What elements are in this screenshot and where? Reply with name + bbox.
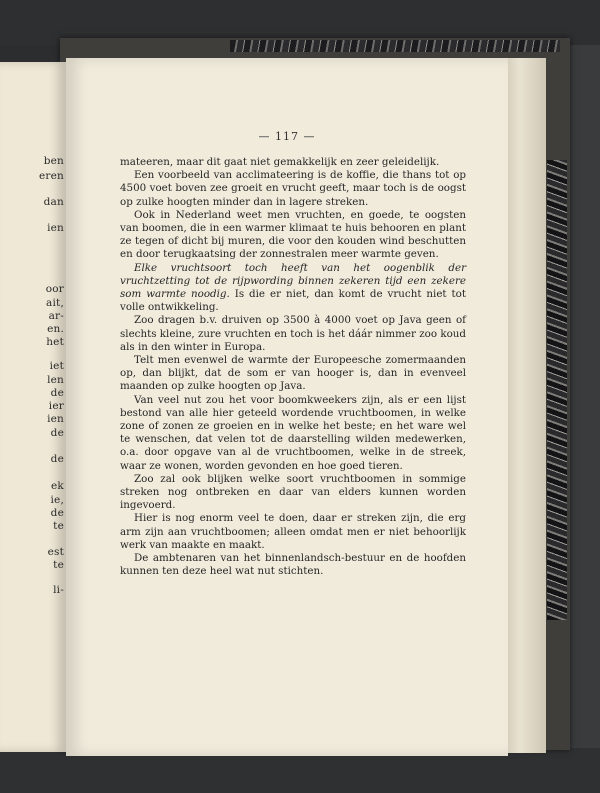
- left-page-fragment: ben: [43, 155, 64, 167]
- left-page-fragment: dan: [43, 196, 64, 208]
- paragraph-text: Zoo zal ook blijken welke soort vruchtboomen in sommige streken nog ontbreken en daar van elders kunnen worden ingevoerd.: [120, 472, 466, 512]
- italic-text: Elke vruchtsoort toch heeft van het oogenblik der vruchtzetting tot de rijpwording binnen zekeren tijd een zekere som warmte noodig.: [120, 261, 466, 301]
- left-page-fragment: len: [47, 374, 64, 386]
- left-page-fragment: te: [53, 520, 64, 532]
- left-page-fragment: eren: [38, 170, 64, 182]
- left-page-fragment: ier: [48, 400, 64, 412]
- left-page-fragment: ek: [51, 480, 64, 492]
- marbled-cover-top: [230, 40, 560, 52]
- paragraph: [120, 473, 466, 513]
- paragraph: [120, 354, 466, 394]
- paragraph-text: Een voorbeeld van acclimateering is de koffie, die thans tot op 4500 voet boven zee groeit en vrucht geeft, maar toch is de oogst op zulke hoogten minder dan in lagere streken.: [120, 169, 466, 208]
- paragraph: [120, 394, 466, 473]
- paragraph: [120, 552, 466, 578]
- paragraph: [120, 314, 466, 354]
- paragraph-text: Telt men evenwel de warmte der Europeesche zomermaanden op, dan blijkt, dat de som er van hooger is, dan in evenveel maanden op zulke hoogten op Java.: [120, 354, 466, 393]
- page-number: — 117 —: [258, 130, 316, 143]
- left-page-fragment: het: [46, 336, 64, 348]
- left-page-fragment: ar-: [48, 310, 64, 322]
- paragraph-text: Is die er niet, dan komt de vrucht niet tot volle ontwikkeling.: [120, 288, 466, 314]
- left-page-fragment: de: [50, 507, 64, 519]
- paragraph: [120, 209, 466, 262]
- right-page: [66, 58, 508, 756]
- paragraph: [120, 156, 466, 169]
- left-page-fragment: est: [47, 546, 64, 558]
- paragraph-text: Van veel nut zou het voor boomkweekers zijn, als er een lijst bestond van alle hier geteeld wordende vruchtboomen, in welke zone of zonen ze groeien en in welke het beste; en het ware wel te wenschen, dat velen tot de daarstelling wilden medewerken, o.a. door opgave van al de vruchtboomen, welke in de streek, waar ze wonen, worden gevonden en hoe goed tieren.: [120, 393, 466, 472]
- left-page-fragment: ien: [47, 413, 64, 425]
- left-page-fragment: en.: [47, 323, 64, 335]
- left-page-fragment: de: [50, 427, 64, 439]
- left-page-fragment: oor: [45, 283, 64, 295]
- left-page-fragment: li-: [53, 584, 64, 596]
- paragraph-text: Ook in Nederland weet men vruchten, en goede, te oogsten van boomen, die in een warmer klimaat te huis behooren en plant ze tegen of dicht bij muren, die voor den kouden wind beschutten en door terugkaatsing der zonnestralen meer warmte geven.: [120, 208, 466, 261]
- left-page-fragment: de: [50, 453, 64, 465]
- left-page-fragment: ien: [47, 222, 64, 234]
- paragraph-text: De ambtenaren van het binnenlandsch-bestuur en de hoofden kunnen ten deze heel wat nut stichten.: [120, 552, 466, 578]
- paragraph-text: Zoo dragen b.v. druiven op 3500 à 4000 voet op Java geen of slechts kleine, zure vruchten en toch is het dáár nimmer zoo koud als in den winter in Europa.: [120, 314, 466, 353]
- left-page-fragment: iet: [49, 360, 64, 372]
- paragraph: [120, 169, 466, 209]
- left-page-fragment: de: [50, 387, 64, 399]
- left-page: [0, 62, 66, 752]
- left-page-fragment: ie,: [50, 494, 64, 506]
- left-page-fragment: ait,: [46, 297, 64, 309]
- marbled-cover-edge: [547, 160, 567, 620]
- page-body-text: [120, 156, 466, 579]
- paragraph-text: Hier is nog enorm veel te doen, daar er streken zijn, die erg arm zijn aan vruchtboomen; alleen omdat men er niet behoorlijk werk van maakte en maakt.: [120, 512, 466, 551]
- left-page-fragment: te: [53, 559, 64, 571]
- paragraph: [120, 262, 466, 315]
- paragraph: [120, 512, 466, 552]
- paragraph-text: mateeren, maar dit gaat niet gemakkelijk en zeer geleidelijk.: [120, 156, 440, 168]
- page-edges: [508, 58, 546, 753]
